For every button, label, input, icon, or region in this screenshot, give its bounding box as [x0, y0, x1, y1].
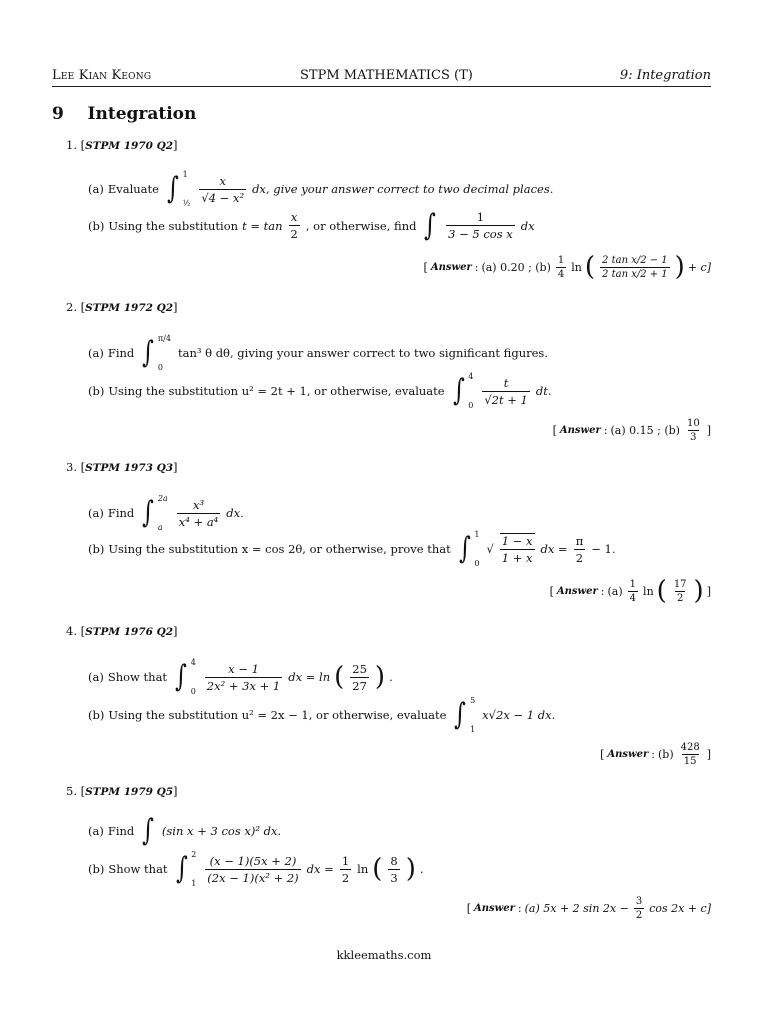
question-4-answer: [ Answer : (b) $\frac{428}{15}$ ]	[600, 742, 711, 767]
footer-url[interactable]: kkleemaths.com	[336, 948, 432, 962]
question-3b: (b) Using the substitution x = cos 2θ, or otherwise, prove that ∫ 1 0 √ $\frac{1 - x}{1 + x}$ dx = $\frac{\pi}{2}$ − 1.	[88, 530, 616, 568]
header-chapter: 9: Integration	[619, 68, 711, 83]
question-3-header: 3. [STPM 1973 Q3]	[66, 460, 178, 474]
question-5a: (a) Find ∫ (sin x + 3 cos x)² dx.	[88, 813, 282, 848]
question-5-header: 5. [STPM 1979 Q5]	[66, 784, 178, 798]
question-4-header: 4. [STPM 1976 Q2]	[66, 624, 178, 638]
question-2a: (a) Find ∫ π/4 0 tan³ θ dθ, giving your answer correct to two significant figures.	[88, 334, 548, 372]
question-4a: (a) Show that ∫ 4 0 $\frac{x - 1}{\text{2x² + 3x + 1}}$ dx = ln ( $\frac{25}{27}$ ) .	[88, 658, 393, 696]
question-2-answer: [ Answer : (a) 0.15 ; (b) $\frac{10}{3}$ ]	[552, 418, 711, 443]
header-rule	[52, 86, 711, 87]
question-4b: (b) Using the substitution u² = 2x − 1, or otherwise, evaluate ∫ 5 1 x√2x − 1 dx.	[88, 696, 556, 734]
question-1b: (b) Using the substitution t = tan $\frac{x}{2}$ , or otherwise, find ∫ $\frac{1}{\text{3 − 5 cos x}}$ dx	[88, 207, 535, 243]
question-1-header: 1. [STPM 1970 Q2]	[66, 138, 178, 152]
question-1-answer: [ Answer : (a) 0.20 ; (b) $\frac{1}{4}$ ln ( $\frac{\text{2 tan x/2 − 1}}{\text{2 tan x/2 + 1}}$ ) + c]	[423, 252, 711, 282]
question-3a: (a) Find ∫ 2a a $\frac{\text{x³}}{\text{x⁴ + a⁴}}$ dx.	[88, 494, 244, 532]
header-subject: STPM MATHEMATICS (T)	[300, 68, 473, 83]
header-author: Lee Kian Keong	[52, 68, 152, 83]
question-5b: (b) Show that ∫ 2 1 $\frac{(x - 1)(5x + 2)}{\text{(2x − 1)(x² + 2)}}$ dx = $\frac{1}{2}$ ln ( $\frac{8}{3}$ ) .	[88, 850, 424, 888]
question-1a: (a) Evaluate ∫ 1 ½ $\frac{x}{\text{√4 − x²}}$ dx, give your answer correct to two decimal places.	[88, 170, 554, 208]
question-2b: (b) Using the substitution u² = 2t + 1, or otherwise, evaluate ∫ 4 0 $\frac{t}{√2t + 1}$ dt.	[88, 372, 552, 410]
question-3-answer: [ Answer : (a) $\frac{1}{4}$ ln ( $\frac{17}{2}$ ) ]	[549, 576, 711, 606]
question-5-answer: [ Answer : (a) 5x + 2 sin 2x − $\frac{3}{2}$ cos 2x + c]	[466, 896, 711, 921]
section-title: 9 Integration	[52, 104, 197, 124]
question-2-header: 2. [STPM 1972 Q2]	[66, 300, 178, 314]
